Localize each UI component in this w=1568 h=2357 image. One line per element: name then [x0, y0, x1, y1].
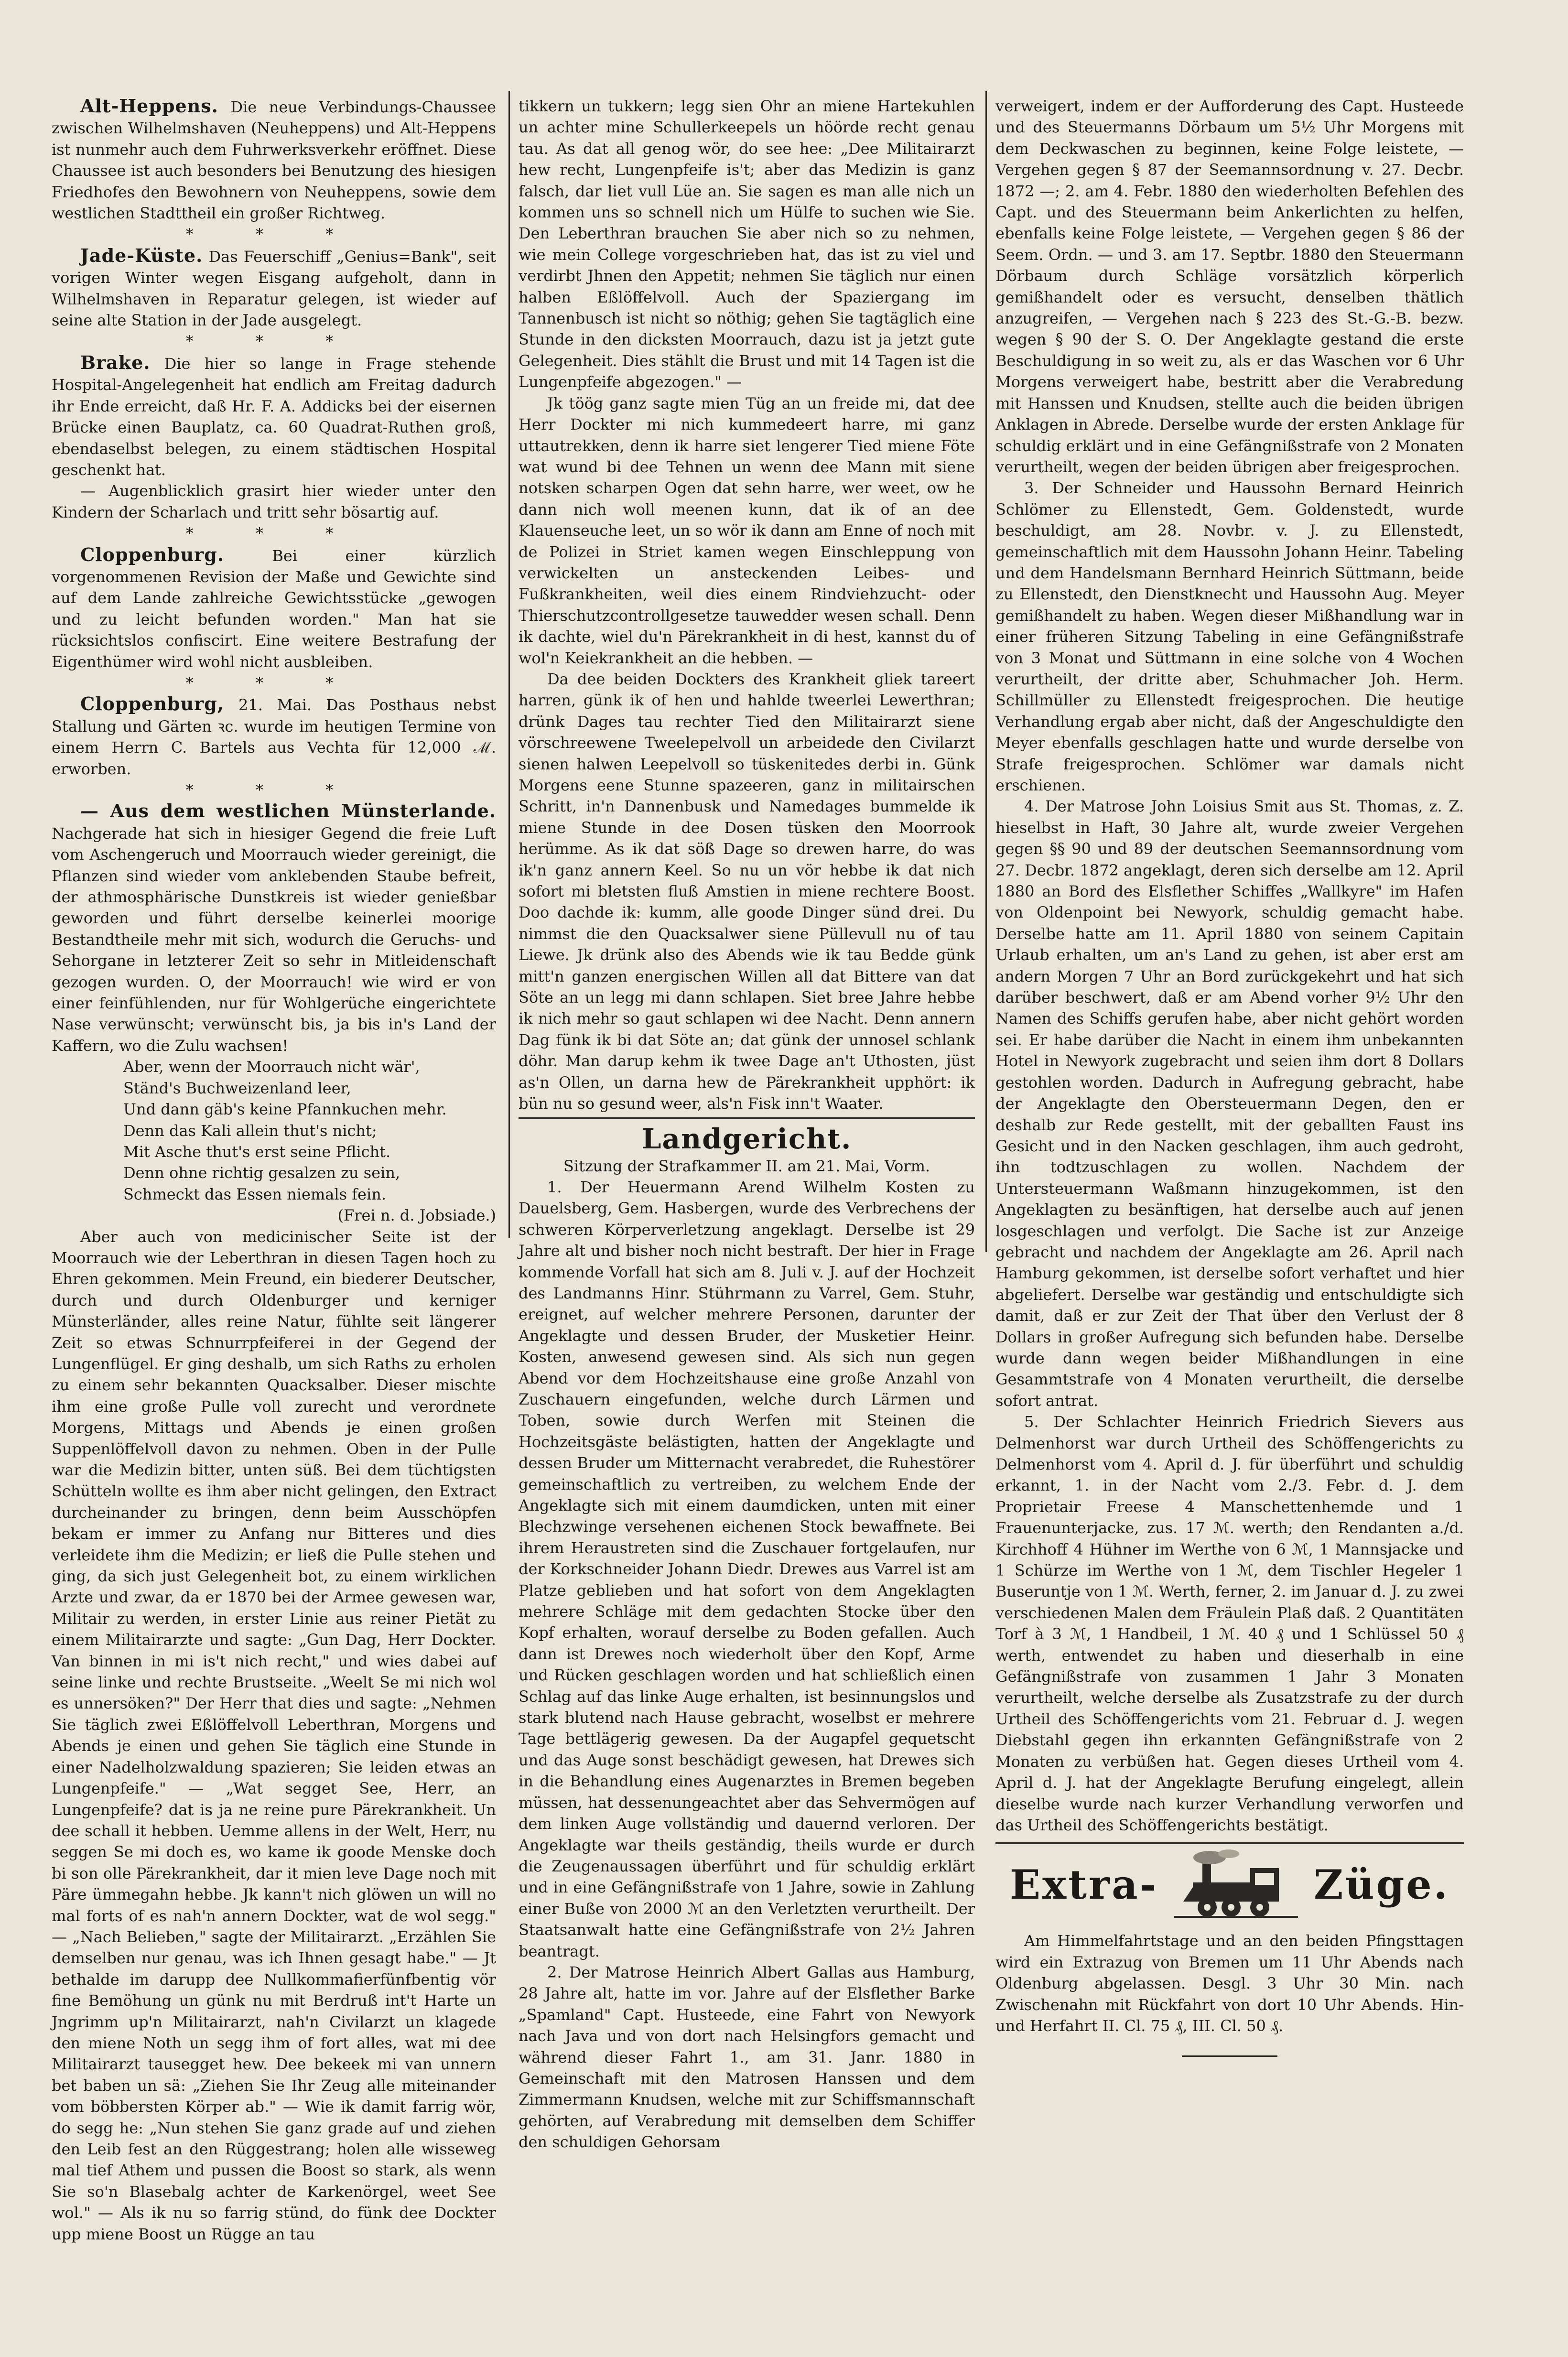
- verse-line: Und dann gäb's keine Pfannkuchen mehr.: [123, 1100, 447, 1119]
- article-muensterlande-body: Aber auch von medicinischer Seite ist der Moorrauch wie der Leberthran in diesen Tagen hoch zu Ehren gekommen. Mein Freund, ein biederer Deutscher, durch und durch Oldenburger und kerniger Münsterländer, alles reine Natur, fühlte seit längerer Zeit so etwas Schnurrpfeiferei in der Gegend der Lungenflügel. Er ging deshalb, um sich Raths zu erholen zu einem sehr bekannten Quacksalber. Dieser mischte ihm eine große Pulle voll zurecht und verordnete Morgens, Mittags und Abends je einen großen Suppenlöffelvoll davon zu nehmen. Oben in der Pulle war die Medizin bitter, unten süß. Bei dem tüchtigsten Schütteln wollte es ihm aber nicht gelingen, den Extract durcheinander zu bringen, denn beim Ausschöpfen bekam er immer zu Anfang nur Bitteres und dies verleidete ihm die Medizin; er ließ die Pulle stehen und ging, da sich just Gelegenheit bot, zu einem wirklichen Arzte und zwar, da er 1870 bei der Armee gewesen war, Militair zu werden, in erster Linie aus reiner Pietät zu einem Militairarzte und sagte: „Gun Dag, Herr Dockter. Van binnen in mi is't nich recht," und wies dabei auf seine linke und rechte Brustseite. „Weelt Se mi nich wol es unnersöken?" Der Herr that dies und sagte: „Nehmen Sie täglich zwei Eßlöffelvoll Leberthran, Morgens und Abends je einen und gehen Sie täglich eine Stunde in einer Nadelholzwaldung spazieren; Sie leiden etwas an Lungenpfeife." — „Wat segget See, Herr, an Lungenpfeife? dat is ja ne reine pure Pärekrankheit. Un dee schall it hebben. Uemme allens in der Welt, Herr, nu seggen Se mi doch es, wo kame ik goode Menske doch bi son olle Pärekrankheit, dar it mien leve Dage noch mit Päre ümmegahn hebbe. Jk kann't nich glöwen un will no mal forts of es nah'n annern Dockter, wat de wol segg." — „Nach Belieben," sagte der Militairarzt. „Erzählen Sie demselben nur genau, was ich Ihnen gesagt habe." — Jt bethalde im darupp dee Nullkommafierfünfbentig vör fine Bemöhung un günk nu mit Berdruß int't Harte un Jngrimm up'n Militairarzt, nah'n Civilarzt un klagede den miene Noth un segg ihm of fort alles, wat mi dee Militairarzt tausegget hew. Dee bekeek mi van unnern bet baben un sä: „Ziehen Sie Ihr Zeug alle miteinander vom böbbersten Körper ab." — Wie ik damit farrig wör, do segg he: „Nun stehen Sie ganz grade auf und ziehen den Leib fest an den Rüggestrang; holen alle wisseweg mal tief Athem und pussen die Boost so stark, als wenn Sie so'n Blasebalg achter de Karkenörgel, weet See wol." — Als ik nu so farrig stünd, do fünk dee Dockter upp miene Boost un Rügge an tau: [52, 1227, 496, 2243]
- article-brake-2: — Augenblicklich grasirt hier wieder unter den Kindern der Scharlach und tritt sehr bösartig auf.: [52, 482, 496, 521]
- closing-rule: [1182, 2055, 1277, 2057]
- verse-line: Mit Asche thut's erst seine Pflicht.: [123, 1142, 391, 1161]
- article-title: Brake.: [80, 351, 151, 373]
- column-1: [52, 96, 496, 2245]
- column-2: [519, 96, 975, 2153]
- separator-stars: * * *: [185, 332, 362, 351]
- locomotive-icon: [1174, 1849, 1298, 1921]
- verse-line: Aber, wenn der Moorrauch nicht wär',: [123, 1058, 420, 1076]
- ad-header: [995, 1849, 1464, 1921]
- ad-body: Am Himmelfahrtstage und an den beiden Pfingsttagen wird ein Extrazug von Bremen um 11 Uhr Abends nach Oldenburg abgelassen. Desgl. 3 Uhr 30 Min. nach Zwischenahn mit Rückfahrt von dort 10 Uhr Abends. Hin- und Herfahrt II. Cl. 75 ₰, III. Cl. 50 ₰.: [995, 1932, 1464, 2035]
- article-continuation: tikkern un tukkern; legg sien Ohr an miene Hartekuhlen un achter mine Schullerkeepels un höörde recht genau tau. As dat all genog wör, do see hee: „Dee Militairarzt hew recht, Lungenpfeife is't; aber das Medizin is ganz falsch, dar liet vull Lüe an. Sie sagen es man alle nich un kommen uns so schnell nich um Hülfe to suchen wie Sie. Den Leberthran brauchen Sie aber nich so zu nehmen, wie mein College vorgeschrieben hat, das ist zu viel und verdirbt Jhnen den Appetit; nehmen Sie täglich nur einen halben Eßlöffelvoll. Auch der Spaziergang im Tannenbusch ist nicht so nöthig; gehen Sie tagtäglich eine Stunde in den dicksten Moorrauch, dazu ist ja jetzt gute Gelegenheit. Dies stählt die Brust und mit 14 Tagen ist die Lungenpfeife abgezogen." —: [519, 97, 975, 391]
- article-cloppenburg-1: Cloppenburg. Bei einer kürzlich vorgenommenen Revision der Maße und Gewichte sind auf dem Lande zahlreiche Gewichtsstücke „gewogen und zu leicht befunden worden." Man hat sie rücksichtslos confiscirt. Eine weitere Bestrafung der Eigenthümer wird wohl nicht ausbleiben.: [52, 543, 497, 671]
- court-case-3: 3. Der Schneider und Haussohn Bernard Heinrich Schlömer zu Ellenstedt, Gem. Goldenstedt, wurde beschuldigt, am 28. Novbr. v. J. zu Ellenstedt, gemeinschaftlich mit dem Haussohn Johann Heinr. Tabeling und dem Handelsmann Bernhard Heinrich Süttmann, beide zu Ellenstedt, den Dienstknecht und Haussohn Aug. Meyer gemißhandelt zu haben. Wegen dieser Mißhandlung war in einer früheren Sitzung Tabeling in eine Gefängnißstrafe von 3 Monat und Süttmann in eine solche von 4 Wochen verurtheilt, der dritte aber, Schuhmacher Joh. Herm. Schillmüller zu Ellenstedt freigesprochen. Die heutige Verhandlung ergab aber nicht, daß der Angeschuldigte den Meyer ebenfalls geschlagen hatte und wurde derselbe von Strafe freigesprochen. Schlömer war damals nicht erschienen.: [995, 479, 1464, 794]
- verse-line: Schmeckt das Essen niemals fein.: [123, 1185, 386, 1203]
- ad-title-left: Extra-: [1010, 1861, 1158, 1909]
- separator-stars: * * *: [185, 673, 362, 692]
- article-title: — Aus dem westlichen Münsterlande.: [80, 800, 496, 822]
- court-case-2: 2. Der Matrose Heinrich Albert Gallas aus Hamburg, 28 Jahre alt, hatte im vor. Jahre auf der Elsflether Barke „Spamland" Capt. Husteede, eine Fahrt von Newyork nach Java und von dort nach Helsingfors gemacht und während dieser Fahrt 1., am 31. Janr. 1880 in Gemeinschaft mit den Matrosen Hanssen und dem Zimmermann Knudsen, welche mit zur Schiffsmannschaft gehörten, auf Verabredung mit demselben dem Schiffer den schuldigen Gehorsam: [519, 1963, 975, 2152]
- section-rule: [995, 1842, 1464, 1844]
- advertisement-extra-zuege: [995, 1849, 1464, 2057]
- section-heading-landgericht: Landgericht.: [641, 1122, 852, 1155]
- court-case-1: 1. Der Heuermann Arend Wilhelm Kosten zu Dauelsberg, Gem. Hasbergen, wurde des Verbrechens der schweren Körperverletzung angeklagt. Derselbe ist 29 Jahre alt und bisher noch nicht bestraft. Der hier in Frage kommende Vorfall hat sich am 8. Juli v. J. auf der Hochzeit des Landmanns Hinr. Stührmann zu Varrel, Gem. Stuhr, ereignet, auf welcher mehrere Personen, darunter der Angeklagte und dessen Bruder, der Musketier Heinr. Kosten, anwesend gewesen sind. Als sich nun gegen Abend vor dem Hochzeitshause eine große Anzahl von Zuschauern eingefunden, welche durch Lärmen und Toben, sowie durch Werfen mit Steinen die Hochzeitsgäste belästigten, hatten der Angeklagte und dessen Bruder um Mitternacht verabredet, die Ruhestörer gemeinschaftlich zu vertreiben, zu welchem Ende der Angeklagte sich mit einem daumdicken, unten mit einer Blechzwinge versehenen eichenen Stock bewaffnete. Bei ihrem Heraustreten sind die Zuschauer fortgelaufen, nur der Korkschneider Johann Diedr. Drewes aus Varrel ist am Platze geblieben und hat sofort von dem Angeklagten mehrere Schläge mit dem gedachten Stocke über den Kopf erhalten, worauf derselbe zu Boden gefallen. Auch dann ist Drewes noch wiederholt über den Kopf, Arme und Rücken geschlagen worden und hat schließlich einen Schlag auf das linke Auge erhalten, ist besinnungslos und stark blutend nach Hause gebracht, woselbst er mehrere Tage bettlägerig gewesen. Da der Augapfel gequetscht und das Auge sonst beschädigt gewesen, hat Drewes sich in die Behandlung eines Augenarztes in Bremen begeben müssen, hat dessenungeachtet aber das Sehvermögen auf dem linken Auge vollständig und dauernd verloren. Der Angeklagte war theils geständig, theils wurde er durch die Zeugenaussagen überführt und für schuldig erklärt und in eine Gefängnißstrafe von 1 Jahre, sowie in Zahlung einer Buße von 2000 ℳ an den Verletzten verurtheilt. Der Staatsanwalt hatte eine Gefängnißstrafe von 2½ Jahren beantragt.: [519, 1178, 975, 1960]
- article-alt-heppens: Alt-Heppens. Die neue Verbindungs-Chaussee zwischen Wilhelmshaven (Neuheppens) und Alt-Heppens ist nunmehr auch dem Fuhrwerksverkehr eröffnet. Diese Chaussee ist auch besonders bei Benutzung des hiesigen Friedhofes den Bewohnern von Neuheppens, sowie dem westlichen Stadttheil ein großer Richtweg.: [52, 95, 497, 223]
- court-case-5: 5. Der Schlachter Heinrich Friedrich Sievers aus Delmenhorst war durch Urtheil des Schöffengerichts zu Delmenhorst vom 4. April d. J. für überführt und schuldig erkannt, 1. in der Nacht vom 2./3. Febr. d. J. dem Proprietair Freese 4 Manschettenhemde und 1 Frauenunterjacke, zus. 17 ℳ. werth; den Rendanten a./d. Kirchhoff 4 Hühner im Werthe von 6 ℳ, 1 Mannsjacke und 1 Schürze im Werthe von 1 ℳ, dem Tischler Hegeler 1 Buseruntje von 1 ℳ. Werth, ferner, 2. im Januar d. J. zu zwei verschiedenen Malen dem Fräulein Plaß daß. 2 Quantitäten Torf à 3 ℳ, 1 Handbeil, 1 ℳ. 40 ₰ und 1 Schlüssel 50 ₰ werth, entwendet zu haben und dieserhalb in eine Gefängnißstrafe von zusammen 1 Jahr 3 Monaten verurtheilt, welche derselbe als Zusatzstrafe zu der durch Urtheil des Schöffengerichts vom 21. Februar d. J. wegen Diebstahl gegen ihn erkannten Gefängnißstrafe von 2 Monaten zu verbüßen hat. Gegen dieses Urtheil vom 4. April d. J. hat der Angeklagte Berufung eingelegt, allein dieselbe wurde nach kurzer Verhandlung verworfen und das Urtheil des Schöffengerichts bestätigt.: [995, 1413, 1464, 1834]
- article-cloppenburg-2: Cloppenburg, 21. Mai. Das Posthaus nebst Stallung und Gärten ꝛc. wurde im heutigen Termine von einem Herrn C. Bartels aus Vechta für 12,000 ℳ. erworben.: [52, 693, 497, 778]
- article-title: Cloppenburg,: [80, 693, 224, 715]
- article-title: Cloppenburg.: [80, 543, 224, 565]
- column-divider: [508, 91, 510, 1238]
- article-jade: Jade-Küste. Das Feuerschiff „Genius=Bank", seit vorigen Winter wegen Eisgang aufgeholt, dann in Wilhelmshaven in Reparatur gelegen, ist wieder auf seine alte Station in der Jade ausgelegt.: [52, 244, 496, 330]
- article-title: Alt-Heppens.: [80, 95, 218, 117]
- verse-line: Denn ohne richtig gesalzen zu sein,: [123, 1164, 400, 1182]
- section-rule: [519, 1117, 975, 1119]
- ad-title-right: Züge.: [1314, 1861, 1449, 1909]
- column-3: [995, 96, 1464, 2057]
- session-line: Sitzung der Strafkammer II. am 21. Mai, Vorm.: [563, 1157, 930, 1175]
- court-case-2-continued: verweigert, indem er der Aufforderung des Capt. Husteede und des Steuermanns Dörbaum um 5½ Uhr Morgens mit dem Deckwaschen zu beginnen, keine Folge leistete, — Vergehen gegen § 87 der Seemannsordnung v. 27. Decbr. 1872 —; 2. am 4. Febr. 1880 den wiederholten Befehlen des Capt. und des Steuermann beim Ankerlichten zu helfen, ebenfalls keine Folge leistete, — Vergehen gegen § 86 der Seem. Ordn. — und 3. am 17. Septbr. 1880 den Steuermann Dörbaum durch Schläge vorsätzlich körperlich gemißhandelt oder es versucht, denselben thätlich anzugreifen, — Vergehen nach § 223 des St.-G.-B. bezw. wegen § 90 der S. O. Der Angeklagte gestand die erste Beschuldigung in so weit zu, als er das Waschen vor 6 Uhr Morgens verweigert habe, bestritt aber die Verabredung mit Hanssen und Knudsen, stellte auch die beiden übrigen Anklagen in Abrede. Derselbe wurde der ersten Anklage für schuldig erklärt und in eine Gefängnißstrafe von 2 Monaten verurtheilt, wegen der beiden übrigen aber freigesprochen.: [995, 97, 1464, 476]
- article-brake: Brake. Die hier so lange in Frage stehende Hospital-Angelegenheit hat endlich am Freitag dadurch ihr Ende erreicht, daß Hr. F. A. Addicks bei der eisernen Brücke einen Bauplatz, ca. 60 Quadrat-Ruthen groß, ebendaselbst belegen, zu einem städtischen Hospital geschenkt hat.: [52, 351, 497, 479]
- column-divider: [985, 91, 987, 1252]
- article-continuation-2: Jk töög ganz sagte mien Tüg an un freide mi, dat dee Herr Dockter mi nich kummedeert harre, mi ganz uttautrekken, denn ik harre siet lengerer Tied miene Föte wat wund bi dee Tehnen un wenn dee Mann mit siene notsken scharpen Ogen dat sehn harre, wer weet, ow he dann nich woll meenen kunn, dat ik of an dee Klauenseuche leet, un so wör ik dann am Enne of noch mit de Polizei in Striet kamen wegen Einschleppung von verwickelten un ansteckenden Leibes- und Fußkrankheiten, weil dies einem Rindviehzucht- oder Thierschutzcontrollgesetze tauwedder wesen schall. Denn ik dachte, wiel du'n Pärekrankheit in di hest, kannst du of wol'n Keiekrankheit an die hebben. —: [519, 394, 975, 667]
- article-title: Jade-Küste.: [80, 244, 203, 266]
- verse-source: (Frei n. d. Jobsiade.): [337, 1206, 496, 1225]
- article-continuation-3: Da dee beiden Dockters des Krankheit gliek tareert harren, günk ik of hen und hahlde tweerlei Lewerthran; drünk Dages tau rechter Tied den Militairarzt siene vörschreewene Tweelepelvoll un arbeidede den Civilarzt sienen halwen Leepelvoll so tüskenitedes derbi in. Günk Morgens eene Stunne spazeeren, ganz in militairschen Schritt, in'n Dannenbusk und Namedages bummelde ik miene Stunde in dee Dosen tüsken den Moorrook herümme. As ik dat söß Dage so drewen harre, do was ik'n ganz annern Keel. So nu un vör hebbe ik dat nich sofort mi bletsten fluß Amstien in miene rechtere Boost. Doo dachde ik: kumm, alle goode Dinger sünd drei. Du nimmst die den Quacksalwer siene Püllevull nu of tau Liewe. Jk drünk also des Abends wie ik tau Bedde günk mitt'n ganzen energischen Willen all dat Bittere van dat Söte an un legg mi dann schlapen. Siet bree Jahre hebbe ik nich mehr so gaut schlapen wi dee Nacht. Denn annern Dag fünk ik bi dat Söte an; dat günk der unnosel schlank döhr. Man darup kehm ik twee Dage an't Uthosten, jüst as'n Ollen, un darna hew de Pärekrankheit upphört: ik bün nu so gesund weer, als'n Fisk inn't Waater.: [519, 670, 975, 1113]
- court-case-4: 4. Der Matrose John Loisius Smit aus St. Thomas, z. Z. hieselbst in Haft, 30 Jahre alt, wurde zweier Vergehen gegen §§ 90 und 89 der deutschen Seemannsordnung vom 27. Decbr. 1872 angeklagt, deren sich derselbe am 12. April 1880 an Bord des Elsflether Schiffes „Wallkyre" im Hafen von Oldenpoint bei Newyork, schuldig gemacht habe. Derselbe hatte am 11. April 1880 von seinem Capitain Urlaub erhalten, um an's Land zu gehen, ist aber erst am andern Morgen 7 Uhr an Bord zurückgekehrt und hat sich darüber beschwert, daß er am Abend vorher 9½ Uhr den Namen des Schiffs gerufen habe, aber nicht gehört worden sei. Er habe darüber die Nacht in einem ihm unbekannten Hotel in Newyork zugebracht und seien ihm dort 8 Dollars gestohlen worden. Dadurch in Aufregung gebracht, habe der Angeklagte den Obersteuermann Degen, den er deshalb zur Rede gestellt, mit der geballten Faust ins Gesicht und in den Nacken geschlagen, ihm auch gedroht, ihn todtzuschlagen zu wollen. Nachdem der Untersteuermann Waßmann hinzugekommen, ist den Angeklagten zu besänftigen, hat derselbe auch auf jenen losgeschlagen und verfolgt. Die Sache ist zur Anzeige gebracht und nachdem der Angeklagte am 26. April nach Hamburg gekommen, ist derselbe sofort verhaftet und hier abgeliefert. Derselbe war geständig und entschuldigte sich damit, daß er zur Zeit der That über den Verlust der 8 Dollars in großer Aufregung sich befunden habe. Derselbe wurde dann wegen beider Mißhandlungen in eine Gesammtstrafe von 4 Monaten verurtheilt, die derselbe sofort antrat.: [995, 797, 1464, 1410]
- separator-stars: * * *: [185, 781, 362, 799]
- separator-stars: * * *: [185, 524, 362, 543]
- verse-line: Denn das Kali allein thut's nicht;: [123, 1121, 377, 1140]
- verse-line: Ständ's Buchweizenland leer,: [123, 1079, 351, 1097]
- separator-stars: * * *: [185, 225, 362, 244]
- article-muensterlande: — Aus dem westlichen Münsterlande. Nachgerade hat sich in hiesiger Gegend die freie Luft vom Aschengeruch und Moorrauch wieder gereinigt, die Pflanzen sind wieder vom anklebenden Staube befreit, der athmosphärische Dunstkreis ist wieder genießbar geworden und führt derselbe keinerlei moorige Bestandtheile mehr mit sich, wodurch die Geruchs- und Sehorgane in letzterer Zeit so sehr in Mitleidenschaft gezogen wurden. O, der Moorrauch! wie wird er von einer feinfühlenden, nur für Wohlgerüche eingerichtete Nase verwünscht; verwünscht bis, ja bis in's Land der Kaffern, wo die Zulu wachsen!: [52, 800, 496, 1055]
